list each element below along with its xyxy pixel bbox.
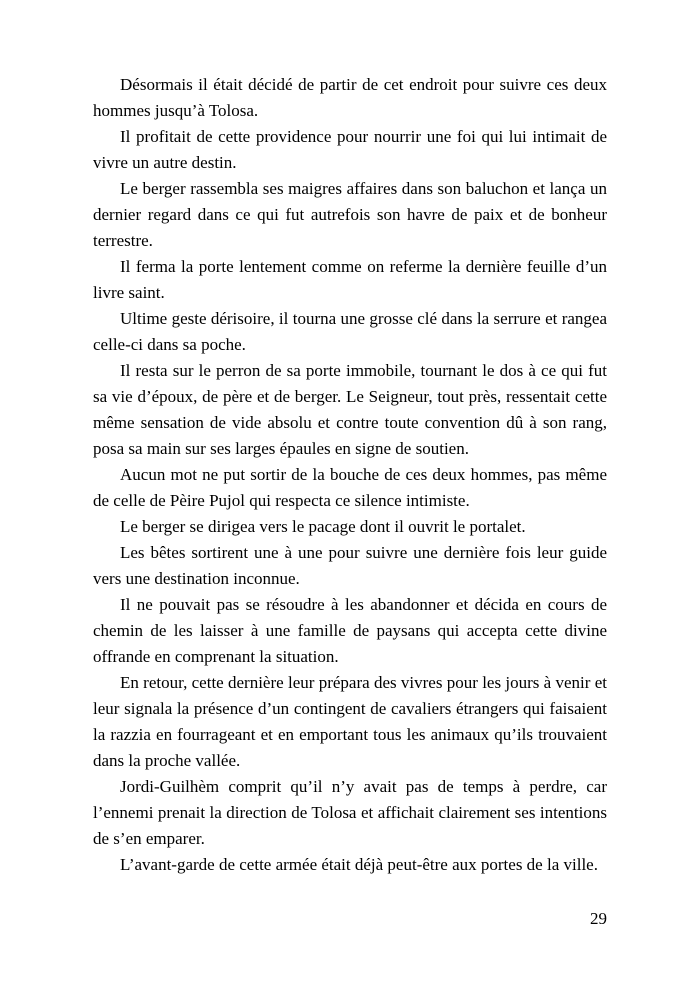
paragraph: Les bêtes sortirent une à une pour suivre une dernière fois leur guide vers une destination inconnue. xyxy=(93,543,607,588)
paragraph: Aucun mot ne put sortir de la bouche de ces deux hommes, pas même de celle de Pèire Pujol qui respecta ce silence intimiste. xyxy=(93,465,607,510)
paragraph: L’avant-garde de cette armée était déjà peut-être aux portes de la ville. xyxy=(120,855,598,874)
paragraph: Désormais il était décidé de partir de cet endroit pour suivre ces deux hommes jusqu’à Tolosa. xyxy=(93,75,607,120)
paragraph: Le berger se dirigea vers le pacage dont il ouvrit le portalet. xyxy=(120,517,526,536)
text-block xyxy=(93,72,607,878)
paragraph: Il ne pouvait pas se résoudre à les abandonner et décida en cours de chemin de les laisser à une famille de paysans qui accepta cette divine offrande en comprenant la situation. xyxy=(93,595,607,666)
page-number: 29 xyxy=(590,909,607,928)
paragraph: Le berger rassembla ses maigres affaires dans son baluchon et lança un dernier regard dans ce qui fut autrefois son havre de paix et de bonheur terrestre. xyxy=(93,179,607,250)
paragraph: Il ferma la porte lentement comme on referme la dernière feuille d’un livre saint. xyxy=(93,257,607,302)
paragraph: Ultime geste dérisoire, il tourna une grosse clé dans la serrure et rangea celle-ci dans sa poche. xyxy=(93,309,607,354)
paragraph: Jordi-Guilhèm comprit qu’il n’y avait pas de temps à perdre, car l’ennemi prenait la direction de Tolosa et affichait clairement ses intentions de s’en emparer. xyxy=(93,777,607,848)
paragraph: Il resta sur le perron de sa porte immobile, tournant le dos à ce qui fut sa vie d’époux, de père et de berger. Le Seigneur, tout près, ressentait cette même sensation de vide absolu et contre toute convention dû à son rang, posa sa main sur ses larges épaules en signe de soutien. xyxy=(93,361,607,458)
paragraph: En retour, cette dernière leur prépara des vivres pour les jours à venir et leur signala la présence d’un contingent de cavaliers étrangers qui faisaient la razzia en fourrageant et en emportant tous les animaux qu’ils trouvaient dans la proche vallée. xyxy=(93,673,607,770)
paragraph: Il profitait de cette providence pour nourrir une foi qui lui intimait de vivre un autre destin. xyxy=(93,127,607,172)
